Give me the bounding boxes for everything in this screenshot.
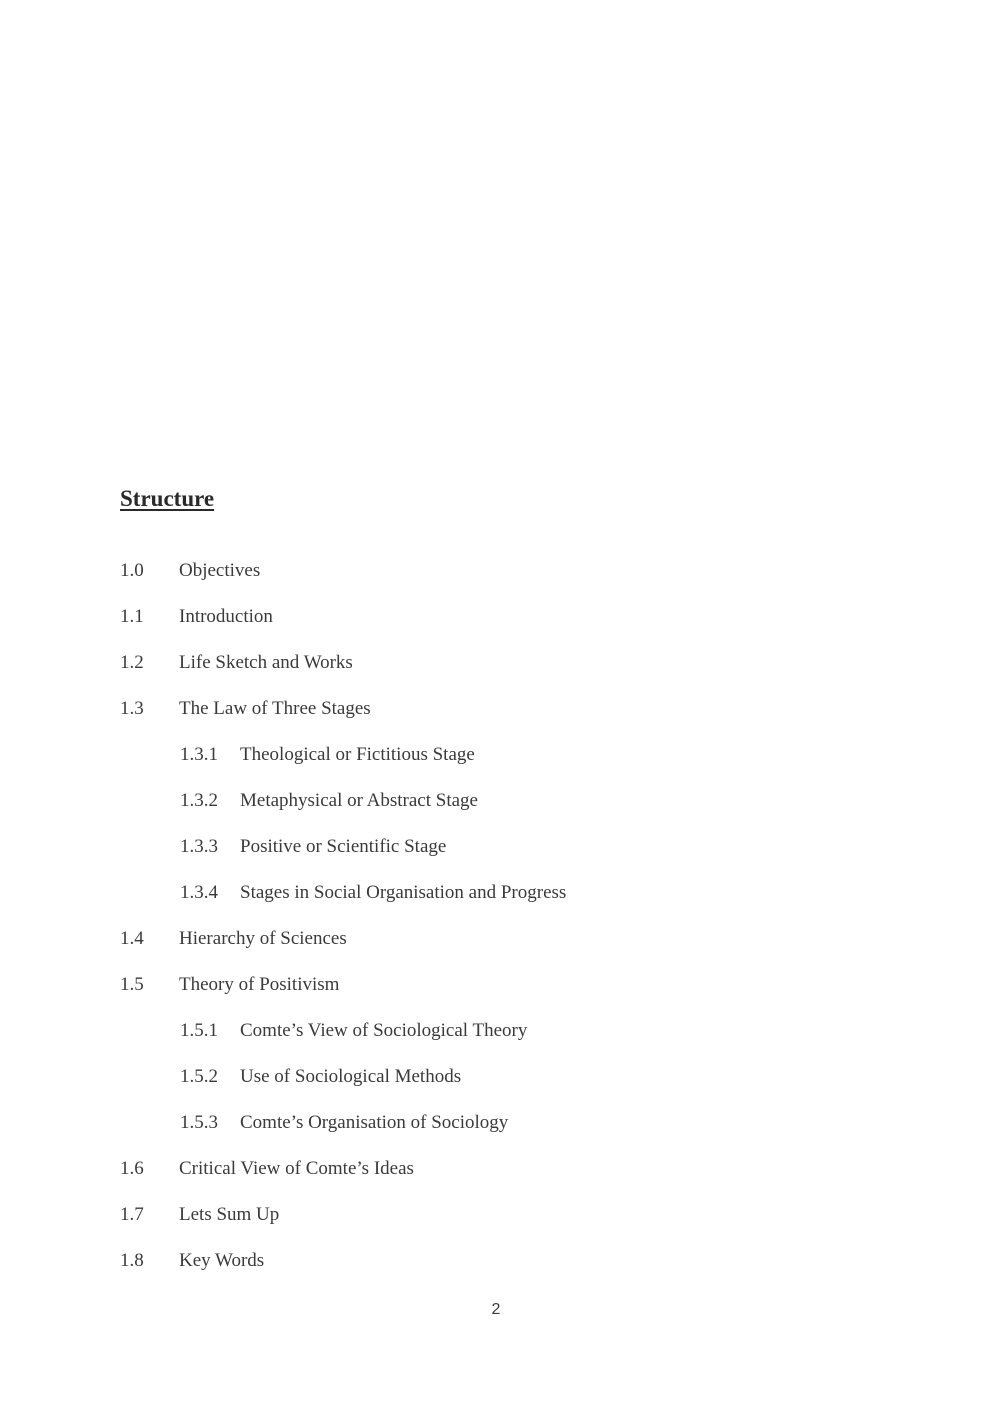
toc-title: Theory of Positivism <box>179 974 340 995</box>
toc-number: 1.3.2 <box>180 790 218 811</box>
toc-subentry <box>180 1062 820 1092</box>
toc-title: Comte’s View of Sociological Theory <box>240 1020 528 1041</box>
toc-number: 1.5.3 <box>180 1112 218 1133</box>
toc-number: 1.2 <box>120 652 144 673</box>
toc-title: Positive or Scientific Stage <box>240 836 447 857</box>
toc-subentry <box>180 878 820 908</box>
toc-subentry <box>180 786 820 816</box>
toc-title: Hierarchy of Sciences <box>179 928 347 949</box>
toc-number: 1.3.4 <box>180 882 218 903</box>
toc-number: 1.3.3 <box>180 836 218 857</box>
toc-entry <box>120 970 820 1000</box>
toc-title: Comte’s Organisation of Sociology <box>240 1112 509 1133</box>
toc-number: 1.4 <box>120 928 144 949</box>
toc-number: 1.8 <box>120 1250 144 1271</box>
toc-number: 1.5.1 <box>180 1020 218 1041</box>
toc-title: Critical View of Comte’s Ideas <box>179 1158 414 1179</box>
toc-entry <box>120 924 820 954</box>
toc-number: 1.6 <box>120 1158 144 1179</box>
toc-number: 1.5 <box>120 974 144 995</box>
toc-title: Lets Sum Up <box>179 1204 280 1225</box>
toc-number: 1.0 <box>120 560 144 581</box>
toc-entry <box>120 1200 820 1230</box>
toc-entry <box>120 602 820 632</box>
toc-number: 1.5.2 <box>180 1066 218 1087</box>
page-number: 2 <box>491 1301 501 1318</box>
toc-number: 1.3.1 <box>180 744 218 765</box>
toc-number: 1.1 <box>120 606 144 627</box>
toc-subentry <box>180 1016 820 1046</box>
toc-number: 1.7 <box>120 1204 144 1225</box>
toc-title: Objectives <box>179 560 261 581</box>
toc-entry <box>120 694 820 724</box>
toc-title: Use of Sociological Methods <box>240 1066 462 1087</box>
toc-subentry <box>180 740 820 770</box>
toc-title: Theological or Fictitious Stage <box>240 744 475 765</box>
toc-title: Life Sketch and Works <box>179 652 353 673</box>
toc-title: The Law of Three Stages <box>179 698 371 719</box>
section-heading: Structure <box>120 486 215 511</box>
toc-title: Key Words <box>179 1250 265 1271</box>
toc-title: Stages in Social Organisation and Progress <box>240 882 567 903</box>
toc-subentry <box>180 1108 820 1138</box>
toc-number: 1.3 <box>120 698 144 719</box>
toc-title: Introduction <box>179 606 273 627</box>
toc-subentry <box>180 832 820 862</box>
toc-entry <box>120 556 820 586</box>
toc-entry <box>120 1154 820 1184</box>
toc-entry <box>120 1246 820 1276</box>
toc-entry <box>120 648 820 678</box>
toc-title: Metaphysical or Abstract Stage <box>240 790 478 811</box>
